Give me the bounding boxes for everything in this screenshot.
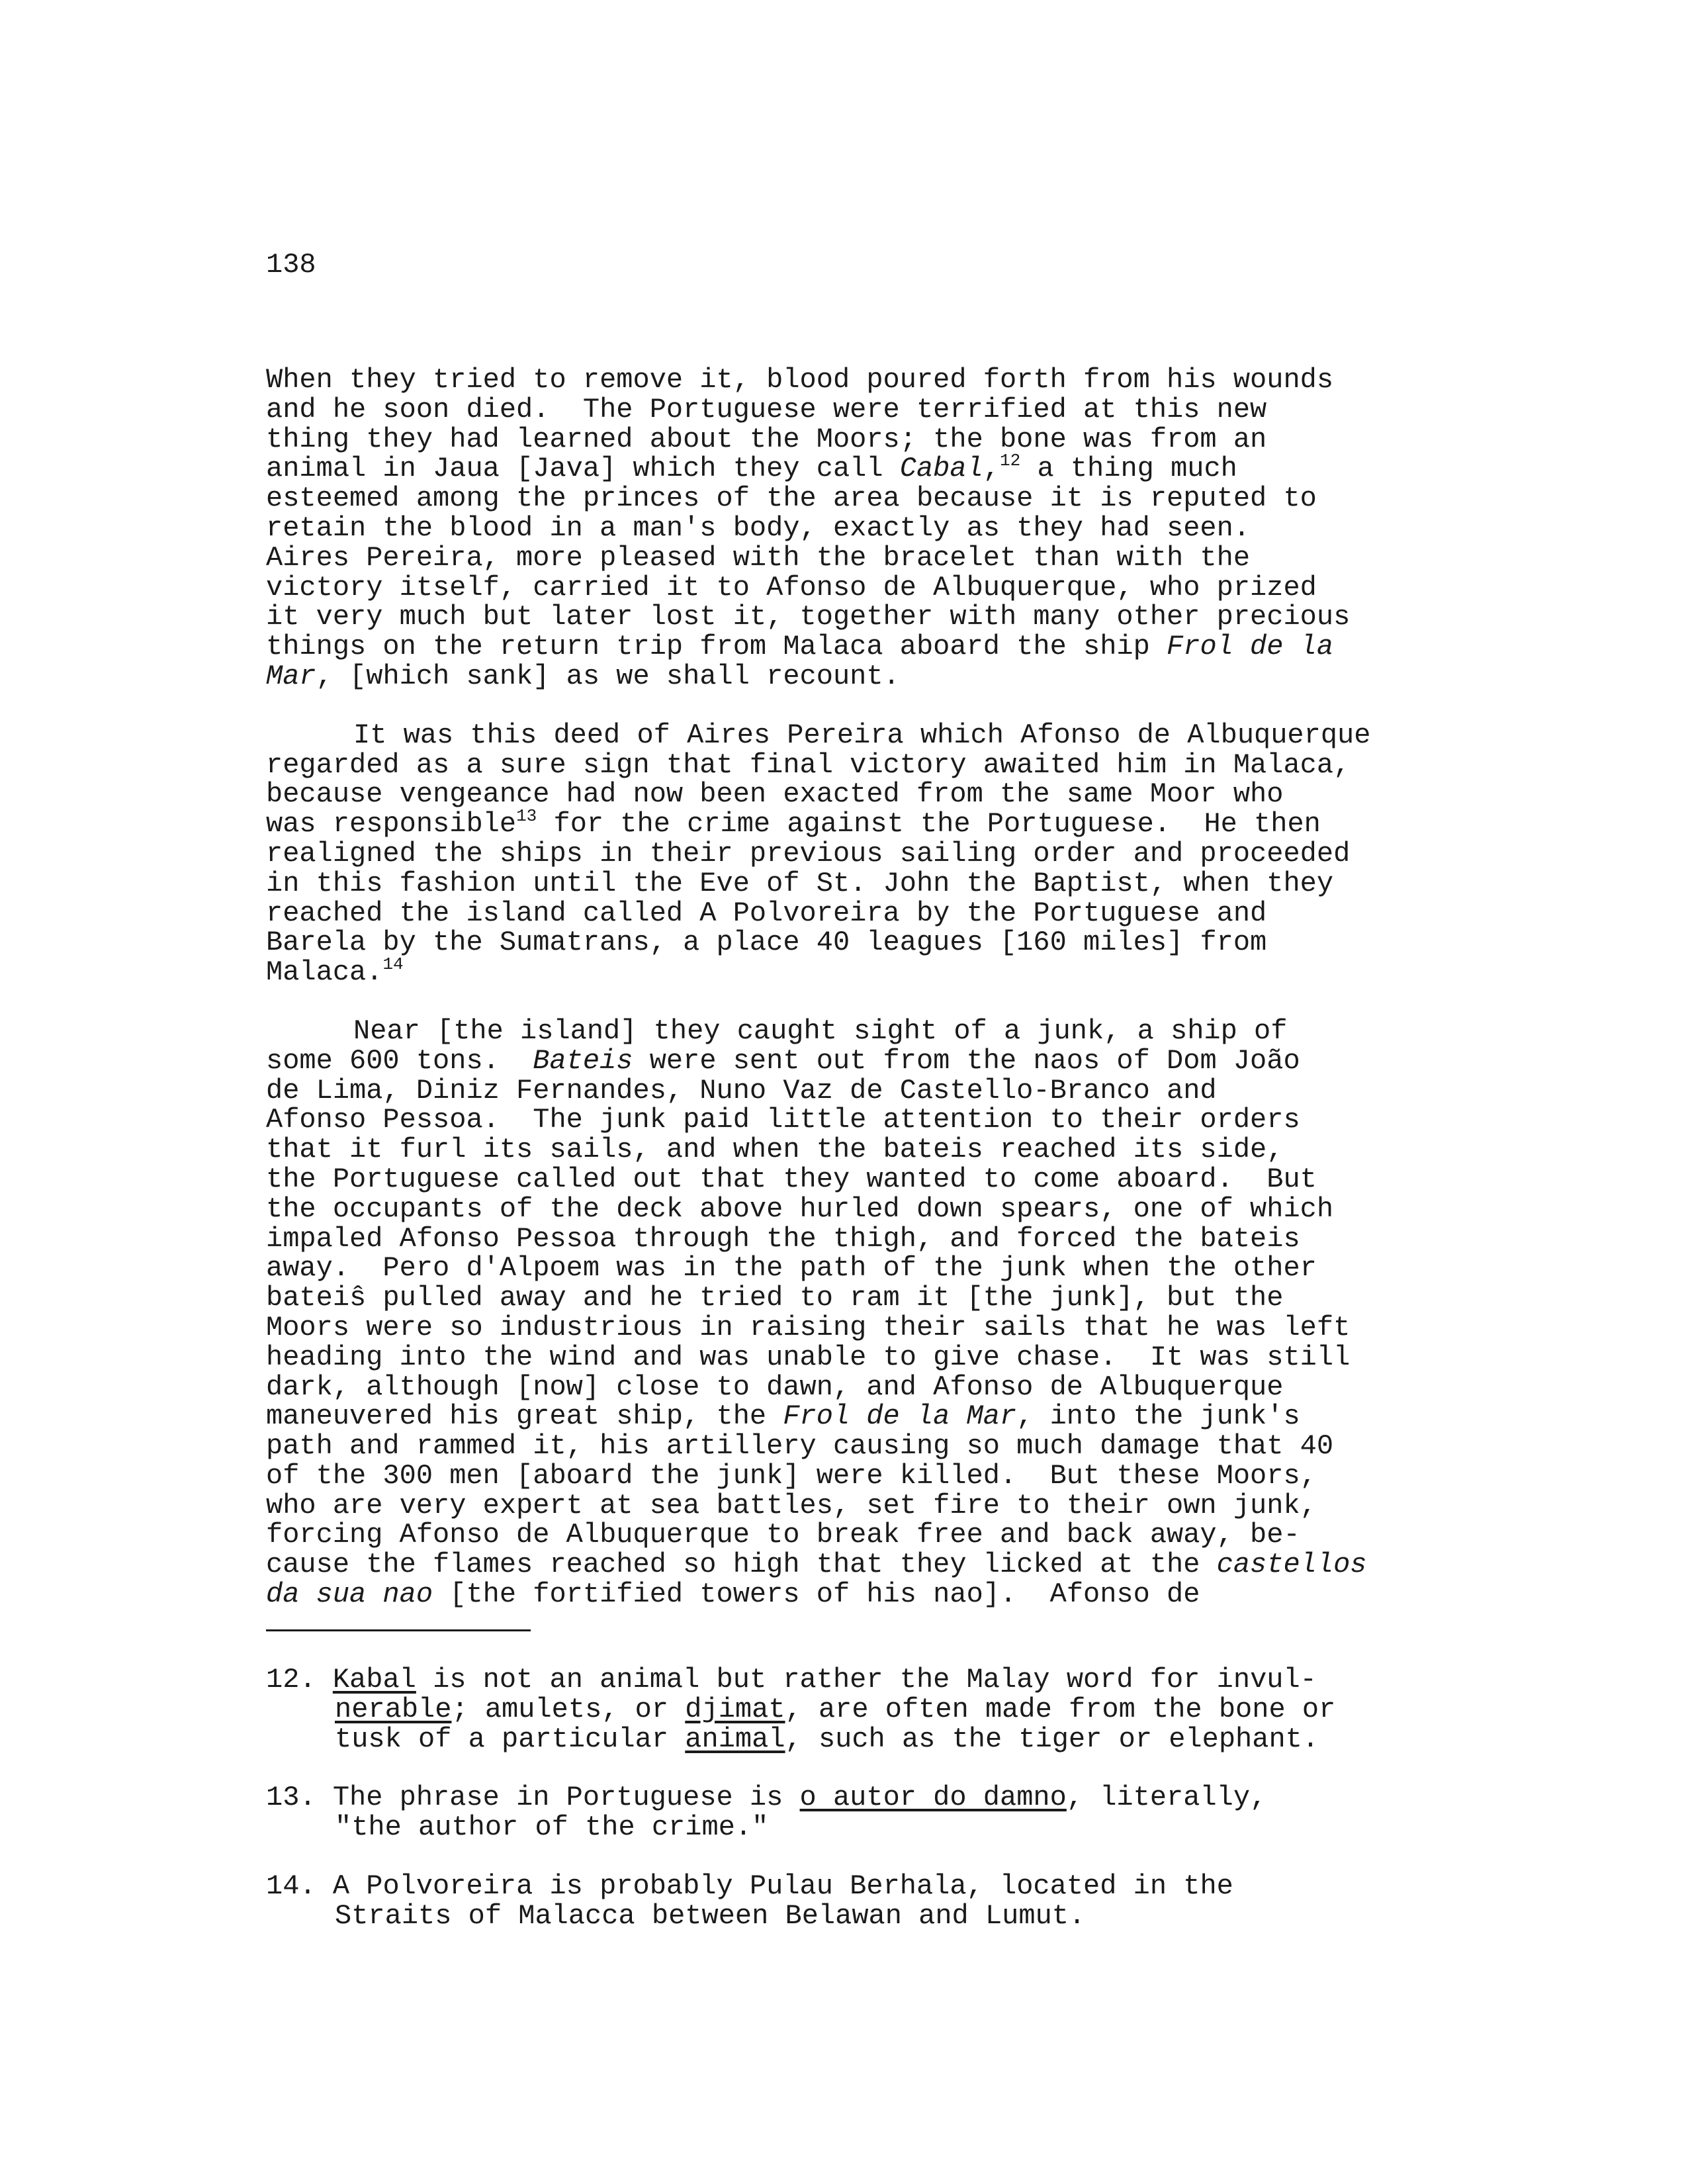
italic-term: Frol de la Mar bbox=[783, 1400, 1017, 1433]
text-line bbox=[266, 632, 1470, 662]
italic-term: castellos bbox=[1216, 1549, 1367, 1581]
text-line: and he soon died. The Portuguese were terrified at this new bbox=[266, 393, 1267, 426]
text-run: were sent out from the naos of Dom João bbox=[633, 1044, 1300, 1077]
text-line bbox=[266, 806, 1470, 841]
text-line bbox=[266, 662, 1470, 692]
footnote-line bbox=[266, 1725, 1457, 1754]
text-line: forcing Afonso de Albuquerque to break free and back away, be- bbox=[266, 1519, 1300, 1551]
text-line: bateiŝ pulled away and he tried to ram it [the junk], but the bbox=[266, 1282, 1284, 1314]
text-line: regarded as a sure sign that final victory awaited him in Malaca, bbox=[266, 749, 1351, 781]
text-run: Malaca. bbox=[266, 956, 383, 989]
text-line: de Lima, Diniz Fernandes, Nuno Vaz de Castello-Branco and bbox=[266, 1074, 1217, 1107]
italic-term: Mar bbox=[266, 660, 316, 692]
italic-term: Bateis bbox=[533, 1044, 633, 1077]
text-line: realigned the ships in their previous sailing order and proceeded bbox=[266, 837, 1351, 870]
text-run: The phrase in Portuguese is bbox=[332, 1782, 800, 1814]
underlined-term: nerable bbox=[335, 1693, 452, 1725]
text-line: dark, although [now] close to dawn, and Afonso de Albuquerque bbox=[266, 1371, 1284, 1403]
text-run: is not an animal but rather the Malay word for invul- bbox=[416, 1664, 1317, 1696]
text-run: , are often made from the bone or bbox=[785, 1693, 1336, 1725]
footnote-line bbox=[266, 1665, 1457, 1695]
text-run: , such as the tiger or elephant. bbox=[785, 1723, 1319, 1755]
footnote-number: 12. bbox=[266, 1664, 333, 1696]
footnote-line bbox=[266, 1813, 1457, 1843]
text-line bbox=[266, 1580, 1470, 1610]
text-run: tusk of a particular bbox=[335, 1723, 686, 1755]
underlined-term: o autor do damno bbox=[799, 1782, 1067, 1814]
text-run: , [which sank] as we shall recount. bbox=[316, 660, 900, 692]
text-line: reached the island called A Polvoreira by the Portuguese and bbox=[266, 897, 1267, 929]
text-line: When they tried to remove it, blood poured forth from his wounds bbox=[266, 364, 1334, 396]
italic-term: Cabal bbox=[899, 453, 983, 485]
text-line: Afonso Pessoa. The junk paid little attention to their orders bbox=[266, 1104, 1300, 1136]
text-run: maneuvered his great ship, the bbox=[266, 1400, 783, 1433]
text-line: Moors were so industrious in raising their sails that he was left bbox=[266, 1311, 1351, 1343]
text-run: Straits of Malacca between Belawan and Lumut. bbox=[335, 1899, 1086, 1932]
paragraph bbox=[266, 721, 1470, 987]
footnote-number: 14. bbox=[266, 1870, 333, 1902]
text-line: it very much but later lost it, together with many other precious bbox=[266, 601, 1351, 633]
text-run: A Polvoreira is probably Pulau Berhala, located in the bbox=[332, 1870, 1233, 1902]
text-run: some 600 tons. bbox=[266, 1044, 533, 1077]
footnote bbox=[266, 1665, 1457, 1754]
text-line: the occupants of the deck above hurled down spears, one of which bbox=[266, 1193, 1334, 1225]
text-line: away. Pero d'Alpoem was in the path of the junk when the other bbox=[266, 1252, 1317, 1285]
footnote-marker: 13 bbox=[516, 806, 537, 827]
text-line: the Portuguese called out that they wanted to come aboard. But bbox=[266, 1163, 1317, 1195]
text-line: Near [the island] they caught sight of a junk, a ship of bbox=[353, 1015, 1288, 1047]
text-line bbox=[266, 1402, 1470, 1432]
text-line: path and rammed it, his artillery causing so much damage that 40 bbox=[266, 1430, 1334, 1463]
text-line bbox=[266, 1046, 1470, 1076]
paragraph bbox=[266, 1017, 1470, 1610]
footnote-marker: 12 bbox=[1000, 451, 1021, 471]
text-run: a thing much bbox=[1020, 453, 1237, 485]
text-line: victory itself, carried it to Afonso de Albuquerque, who prized bbox=[266, 571, 1317, 604]
text-line: of the 300 men [aboard the junk] were killed. But these Moors, bbox=[266, 1459, 1317, 1492]
text-run: was responsible bbox=[266, 808, 517, 841]
text-run: things on the return trip from Malaca aboard the ship bbox=[266, 631, 1167, 663]
text-run: , literally, bbox=[1066, 1782, 1267, 1814]
page-number: 138 bbox=[266, 249, 316, 281]
footnote-line bbox=[266, 1695, 1457, 1725]
text-run: animal in Jaua [Java] which they call bbox=[266, 453, 900, 485]
text-line bbox=[266, 1550, 1470, 1580]
footnote-number: 13. bbox=[266, 1782, 333, 1814]
footnote-line bbox=[266, 1901, 1457, 1931]
footnote-separator bbox=[266, 1629, 531, 1631]
underlined-term: Kabal bbox=[332, 1664, 416, 1696]
footnote-marker: 14 bbox=[382, 954, 404, 975]
text-run: [the fortified towers of his nao]. Afonso de bbox=[433, 1578, 1200, 1611]
text-line: impaled Afonso Pessoa through the thigh, and forced the bateis bbox=[266, 1222, 1300, 1255]
text-line bbox=[266, 451, 1470, 485]
italic-term: Frol de la bbox=[1167, 631, 1334, 663]
text-run: for the crime against the Portuguese. He then bbox=[537, 808, 1321, 841]
italic-term: da sua nao bbox=[266, 1578, 433, 1611]
text-line: retain the blood in a man's body, exactly as they had seen. bbox=[266, 512, 1251, 544]
text-line: thing they had learned about the Moors; the bone was from an bbox=[266, 423, 1267, 455]
footnotes bbox=[266, 1665, 1457, 1960]
underlined-term: djimat bbox=[685, 1693, 785, 1725]
footnote-line bbox=[266, 1872, 1457, 1901]
text-run: "the author of the crime." bbox=[335, 1811, 769, 1844]
text-line: in this fashion until the Eve of St. John the Baptist, when they bbox=[266, 867, 1334, 899]
text-line: because vengeance had now been exacted from the same Moor who bbox=[266, 778, 1284, 811]
text-line: esteemed among the princes of the area because it is reputed to bbox=[266, 482, 1317, 515]
text-line: heading into the wind and was unable to give chase. It was still bbox=[266, 1341, 1351, 1373]
text-line bbox=[266, 954, 1470, 989]
footnote bbox=[266, 1783, 1457, 1843]
text-run: , bbox=[983, 453, 1000, 485]
text-line: Barela by the Sumatrans, a place 40 leagues [160 miles] from bbox=[266, 927, 1267, 959]
underlined-term: animal bbox=[685, 1723, 785, 1755]
text-run: cause the flames reached so high that they licked at the bbox=[266, 1549, 1217, 1581]
text-line: who are very expert at sea battles, set fire to their own junk, bbox=[266, 1489, 1317, 1522]
text-run: ; amulets, or bbox=[451, 1693, 686, 1725]
footnote-line bbox=[266, 1783, 1457, 1813]
body-text bbox=[266, 365, 1470, 1639]
text-line: that it furl its sails, and when the bateis reached its side, bbox=[266, 1134, 1284, 1166]
text-line: Aires Pereira, more pleased with the bracelet than with the bbox=[266, 541, 1251, 574]
paragraph bbox=[266, 365, 1470, 692]
text-line: It was this deed of Aires Pereira which Afonso de Albuquerque bbox=[353, 719, 1371, 751]
footnote bbox=[266, 1872, 1457, 1931]
text-run: , into the junk's bbox=[1016, 1400, 1300, 1433]
